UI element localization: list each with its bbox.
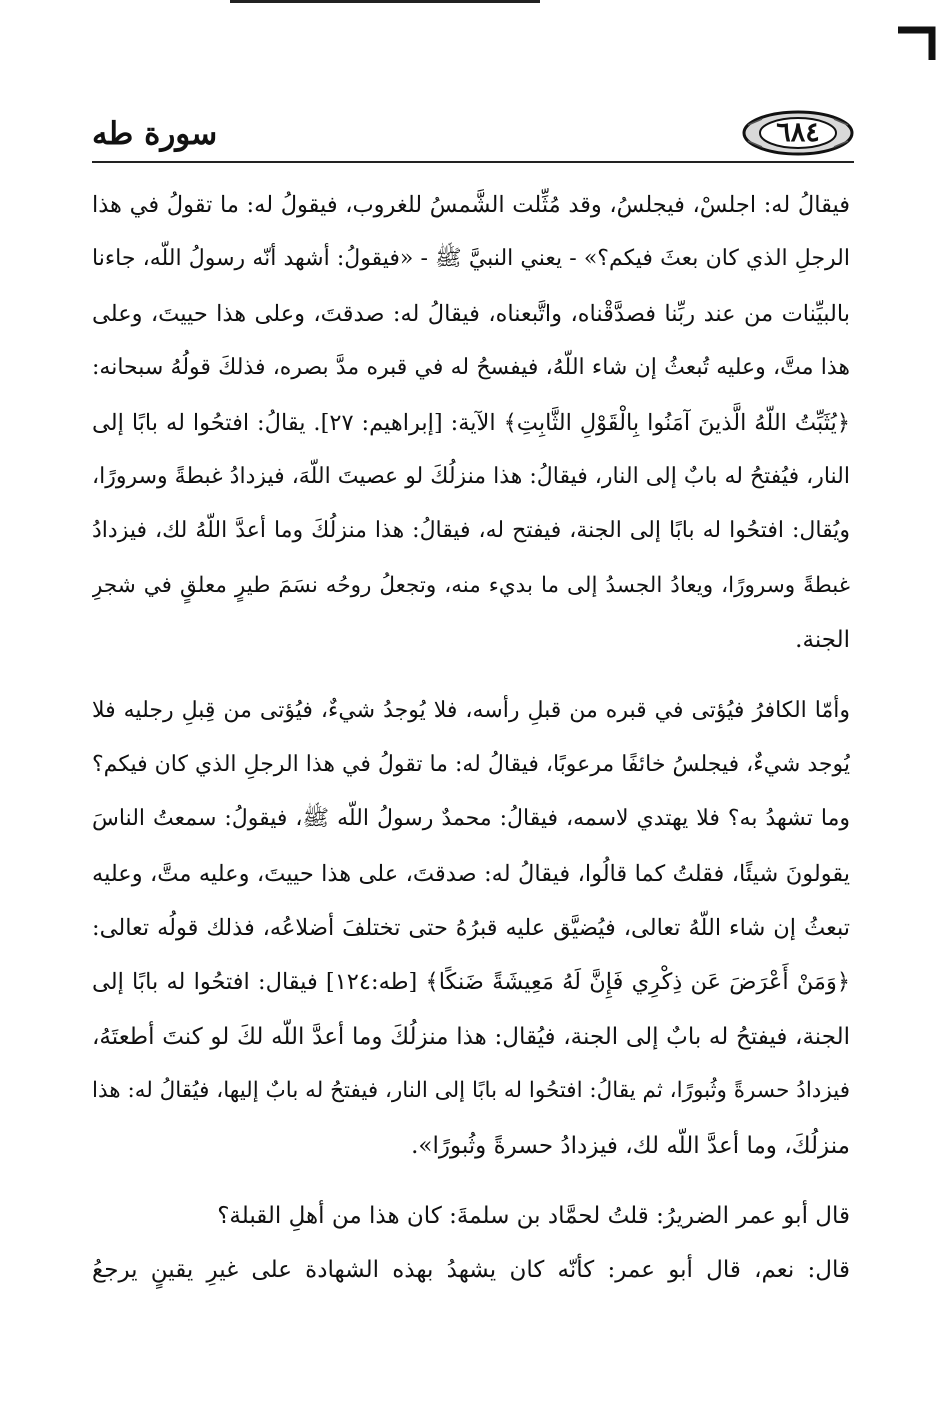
text-line: يقولونَ شيئًا، فقلتُ كما قالُوا، فيقالُ له: صدقتَ، على هذا حييتَ، وعليه متَّ، وعليه	[92, 860, 850, 887]
text-line: النار، فيُفتحُ له بابٌ إلى النار، فيقالُ: هذا منزلُكَ لو عصيتَ اللّهَ، فيزدادُ غبطةً وسرورًا،	[92, 463, 850, 489]
header-rule	[92, 161, 854, 163]
text-line: منزلُكَ، وما أعدَّ اللّه لك، فيزدادُ حسرةً وثُبورًا».	[411, 1132, 850, 1159]
text-line: يُوجد شيءٌ، فيجلسُ خائفًا مرعوبًا، فيقالُ له: ما تقولُ في هذا الرجلِ الذي كان فيكم؟	[92, 751, 850, 777]
text-line: تبعثُ إن شاء اللّهُ تعالى، فيُضيَّق عليه قبرُهُ حتى تختلفَ أضلاعُه، فذلك قولُه تعالى:	[92, 915, 850, 942]
text-line: الرجلِ الذي كان بعثَ فيكم؟» - يعني النبيَّ ﷺ - «فيقولُ: أشهد أنّه رسولُ اللّه، جاءنا	[92, 246, 850, 272]
text-line: وما تشهدُ به؟ فلا يهتدي لاسمه، فيقالُ: محمدٌ رسولُ اللّه ﷺ، فيقولُ: سمعتُ الناسَ	[92, 806, 850, 832]
page-header	[92, 110, 854, 166]
paragraph	[92, 684, 850, 1174]
text-line: وأمّا الكافرُ فيُؤتى في قبره من قبلِ رأسه، فلا يُوجدُ شيءٌ، فيُؤتى من قِبلِ رجليه فلا	[92, 697, 850, 723]
text-line: ﴿يُثَبِّتُ اللّهُ الَّذينَ آمَنُوا بِالْقَوْلِ الثَّابِتِ﴾ الآية: [إبراهيم: ٢٧]. يقالُ: افتحُوا له بابًا إلى	[92, 409, 850, 436]
text-line: غبطةً وسرورًا، ويعادُ الجسدُ إلى ما بديء منه، وتجعلُ روحُه نسَمَ طيرٍ معلقٍ في شجرِ	[92, 572, 850, 598]
text-line: الجنة.	[795, 627, 850, 654]
body-text	[92, 178, 850, 1298]
top-border-rule	[230, 0, 540, 3]
text-line: الجنة، فيفتحُ له بابٌ إلى الجنة، فيُقال: هذا منزلُكَ وما أعدَّ اللّه لكَ لو كنتَ أطعتَهُ،	[92, 1023, 850, 1050]
text-line: فيزدادُ حسرةً وثُبورًا، ثم يقالُ: افتحُوا له بابًا إلى النار، فيفتحُ له بابٌ إليها، فيُقالُ له: هذا	[92, 1078, 850, 1104]
page-number: ٦٨٤	[776, 117, 820, 148]
surah-title: سورة طه	[92, 116, 218, 152]
text-line: ويُقال: افتحُوا له بابًا إلى الجنة، فيفتح له، فيقالُ: هذا منزلُكَ وما أعدَّ اللّهُ لك، فيزدادُ	[92, 518, 850, 544]
text-line: فيقالُ له: اجلسْ، فيجلسُ، وقد مُثِّلت الشَّمسُ للغروب، فيقولُ له: ما تقولُ في هذا	[92, 192, 850, 218]
text-line: بالبيِّنات من عند ربِّنا فصدَّقْناه، واتَّبعناه، فيقالُ له: صدقتَ، وعلى هذا حييتَ، وعلى	[92, 300, 850, 327]
corner-bracket-mark	[896, 24, 936, 64]
text-line: قال: نعم، قال أبو عمر: كأنّه كان يشهدُ بهذه الشهادة على غيرِ يقينٍ يرجعُ	[92, 1257, 850, 1284]
text-line: ﴿وَمَنْ أَعْرَضَ عَن ذِكْرِي فَإِنَّ لَهُ مَعِيشَةً ضَنكًا﴾ [طه:١٢٤] فيقال: افتحُوا له بابًا إلى	[92, 969, 850, 996]
paragraph	[92, 1189, 850, 1298]
page-number-badge	[742, 110, 854, 156]
paragraph	[92, 178, 850, 668]
text-line: هذا متَّ، وعليه تُبعثُ إن شاء اللّهُ، فيفسحُ له في قبره مدَّ بصره، فذلكَ قولُهُ سبحانه:	[92, 355, 850, 381]
text-line: قال أبو عمر الضريرُ: قلتُ لحمَّاد بن سلمةَ: كان هذا من أهلِ القبلة؟	[217, 1203, 850, 1230]
